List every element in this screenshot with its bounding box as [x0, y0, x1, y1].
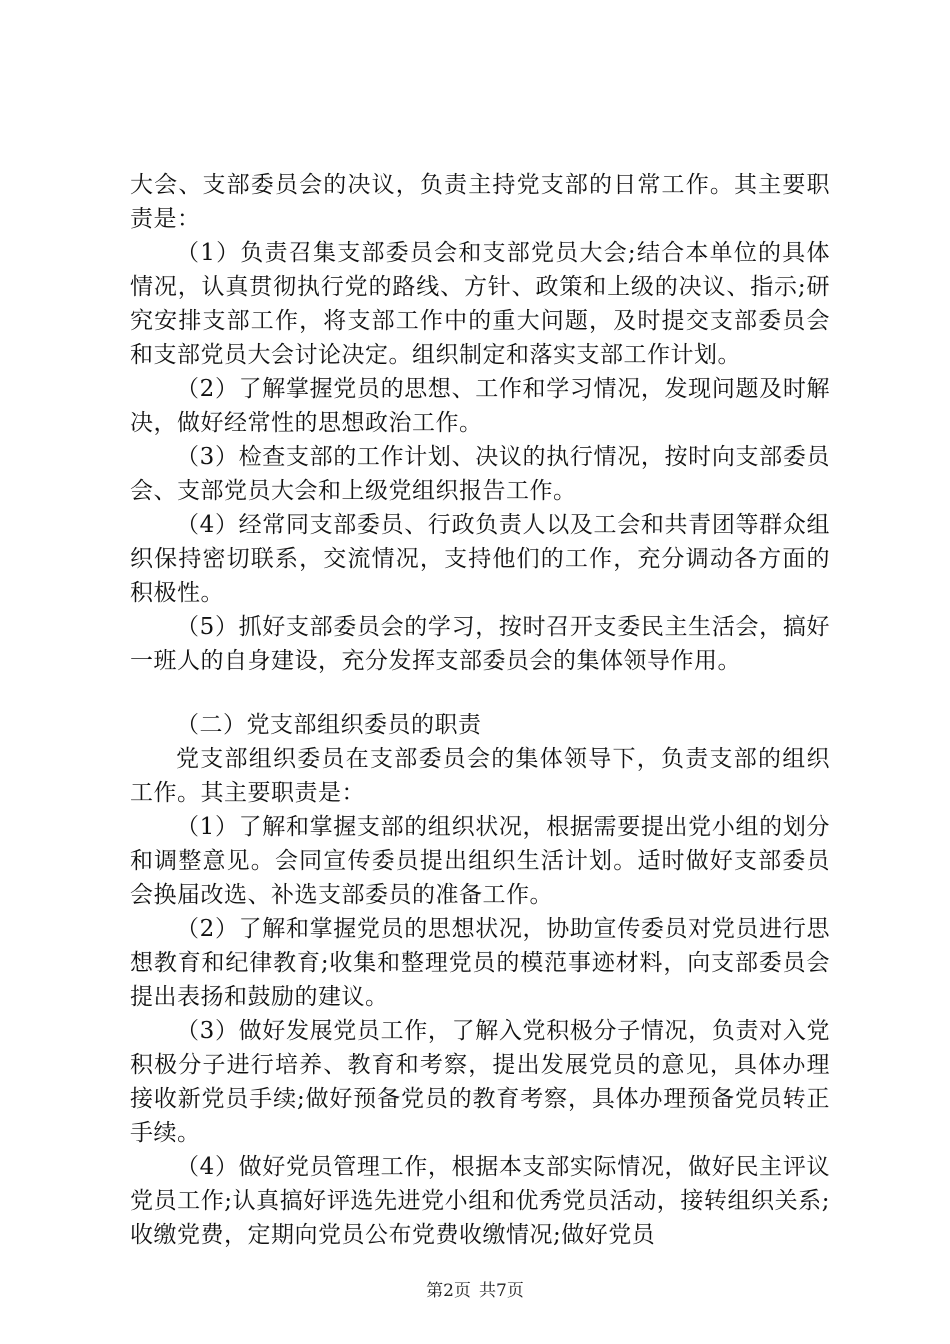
- page-footer: [0, 1276, 950, 1301]
- paragraph-continuation: 大会、支部委员会的决议，负责主持党支部的日常工作。其主要职责是：: [130, 172, 830, 232]
- paragraph-duty-1: （1）负责召集支部委员会和支部党员大会;结合本单位的具体情况，认真贯彻执行党的路线、方针、政策和上级的决议、指示;研究安排支部工作，将支部工作中的重大问题，及时提交支部委员会和支部党员大会讨论决定。组织制定和落实支部工作计划。: [130, 240, 830, 368]
- paragraph-org-duty-2: （2）了解和掌握党员的思想状况，协助宣传委员对党员进行思想教育和纪律教育;收集和整理党员的模范事迹材料，向支部委员会提出表扬和鼓励的建议。: [130, 916, 830, 1010]
- page-number: 第2页: [426, 1281, 471, 1301]
- document-body: [130, 168, 830, 1252]
- paragraph-org-duty-3: （3）做好发展党员工作，了解入党积极分子情况，负责对入党积极分子进行培养、教育和考察，提出发展党员的意见，具体办理接收新党员手续;做好预备党员的教育考察，具体办理预备党员转正手续。: [130, 1018, 830, 1146]
- page-total: 共7页: [479, 1281, 524, 1301]
- paragraph-duty-5: （5）抓好支部委员会的学习，按时召开支委民主生活会，搞好一班人的自身建设，充分发挥支部委员会的集体领导作用。: [130, 614, 830, 674]
- paragraph-org-duty-4: （4）做好党员管理工作，根据本支部实际情况，做好民主评议党员工作;认真搞好评选先进党小组和优秀党员活动，接转组织关系;收缴党费，定期向党员公布党费收缴情况;做好党员: [130, 1154, 830, 1248]
- section-heading: （二）党支部组织委员的职责: [176, 712, 482, 738]
- paragraph-intro: 党支部组织委员在支部委员会的集体领导下，负责支部的组织工作。其主要职责是：: [130, 746, 830, 806]
- paragraph-duty-2: （2）了解掌握党员的思想、工作和学习情况，发现问题及时解决，做好经常性的思想政治工作。: [130, 376, 830, 436]
- paragraph-duty-4: （4）经常同支部委员、行政负责人以及工会和共青团等群众组织保持密切联系，交流情况，支持他们的工作，充分调动各方面的积极性。: [130, 512, 830, 606]
- paragraph-duty-3: （3）检查支部的工作计划、决议的执行情况，按时向支部委员会、支部党员大会和上级党组织报告工作。: [130, 444, 830, 504]
- paragraph-org-duty-1: （1）了解和掌握支部的组织状况，根据需要提出党小组的划分和调整意见。会同宣传委员提出组织生活计划。适时做好支部委员会换届改选、补选支部委员的准备工作。: [130, 814, 830, 908]
